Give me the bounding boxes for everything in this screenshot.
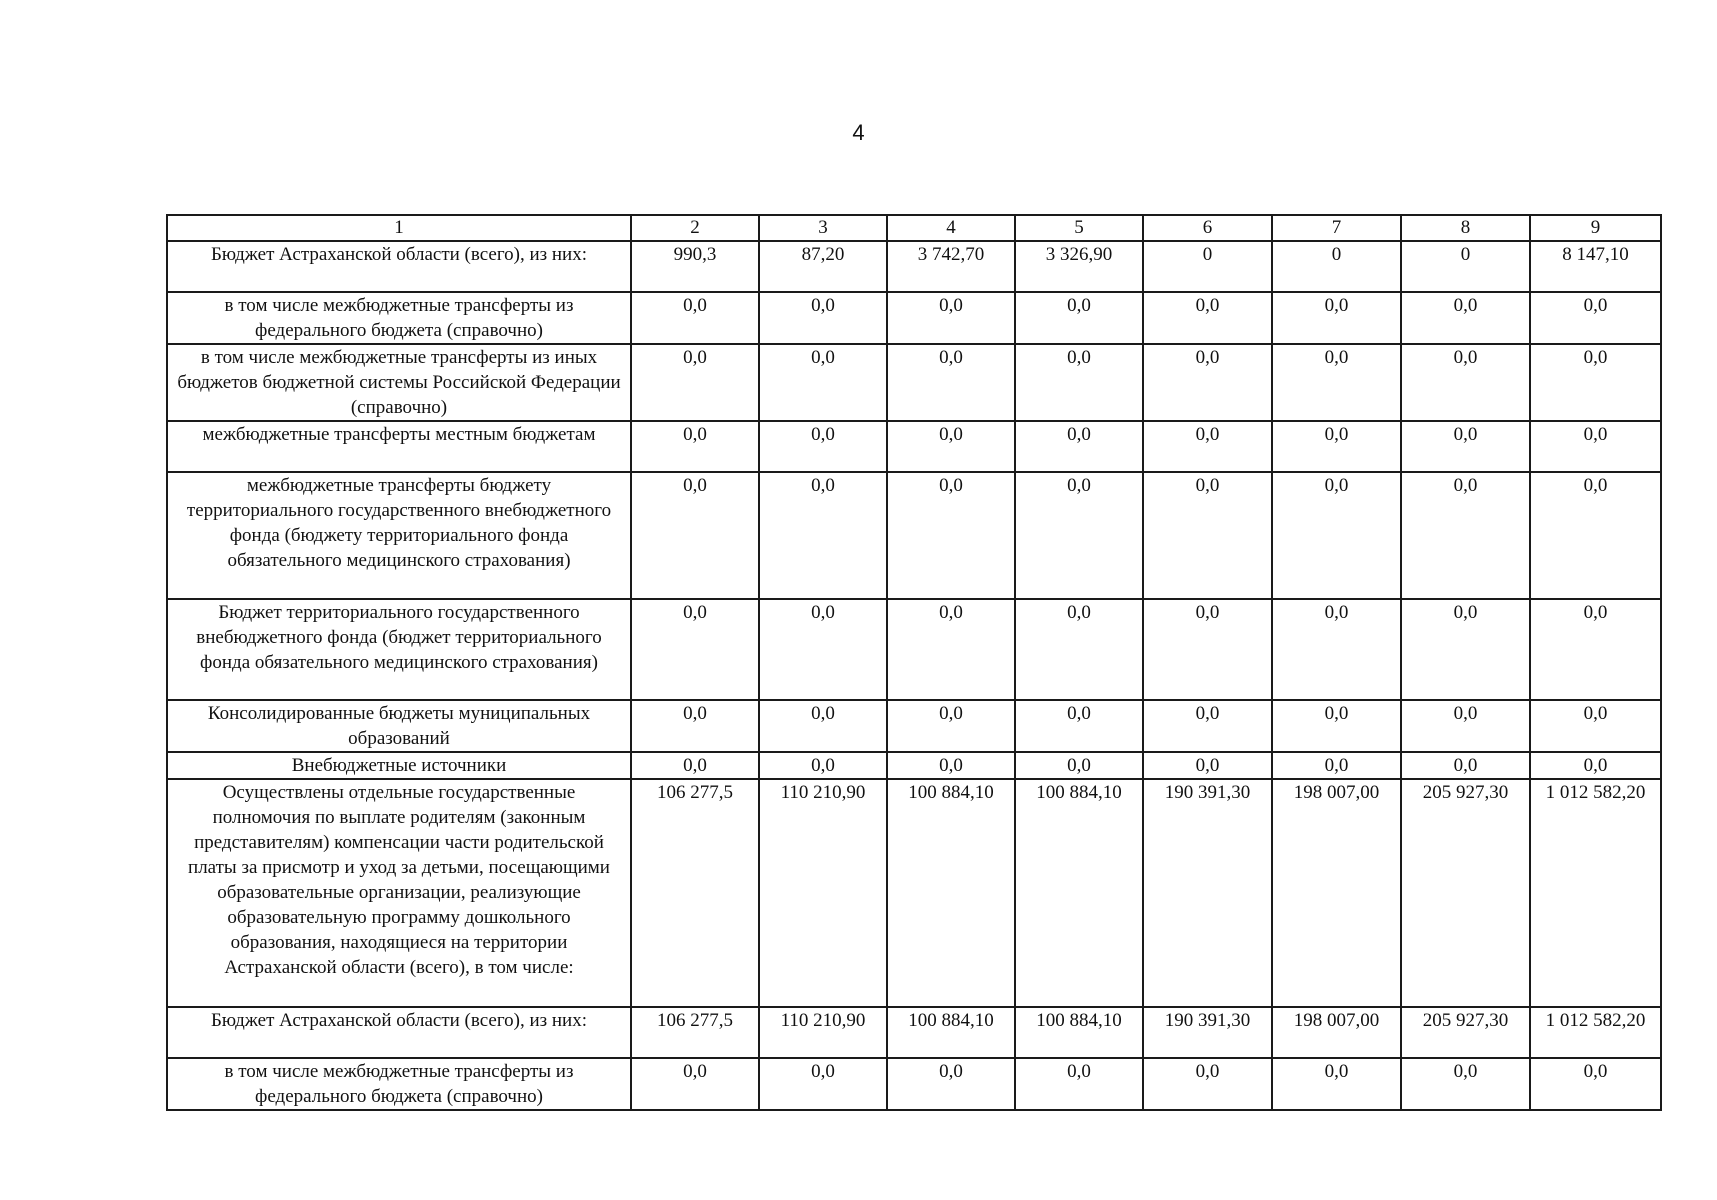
table-cell: 0,0: [1143, 599, 1272, 700]
table-cell: 0,0: [1401, 752, 1530, 779]
row-label: Бюджет территориального государственного внебюджетного фонда (бюджет территориального фонда обязательного медицинского страхования): [167, 599, 631, 700]
table-row: [167, 1058, 1661, 1110]
table-cell: 0,0: [631, 1058, 759, 1110]
table-cell: 0,0: [759, 752, 887, 779]
table-cell: 0,0: [1401, 421, 1530, 472]
table-cell: 0,0: [1015, 292, 1143, 344]
table-cell: 0,0: [887, 421, 1015, 472]
table-cell: 0,0: [1272, 292, 1401, 344]
table-cell: 87,20: [759, 241, 887, 292]
table-row: [167, 241, 1661, 292]
table-cell: 0,0: [759, 292, 887, 344]
table-row: [167, 421, 1661, 472]
table-cell: 0: [1401, 241, 1530, 292]
row-label: Внебюджетные источники: [167, 752, 631, 779]
table-cell: 0,0: [1015, 599, 1143, 700]
table-cell: 0,0: [887, 1058, 1015, 1110]
table-cell: 0,0: [887, 700, 1015, 752]
row-label: Осуществлены отдельные государственные полномочия по выплате родителям (законным представителям) компенсации части родительской платы за присмотр и уход за детьми, посещающими образовательные организации, реализующие образовательную программу дошкольного образования, находящиеся на территории Астраханской области (всего), в том числе:: [167, 779, 631, 1007]
table-cell: 0,0: [759, 1058, 887, 1110]
row-label: межбюджетные трансферты местным бюджетам: [167, 421, 631, 472]
row-label: Консолидированные бюджеты муниципальных образований: [167, 700, 631, 752]
column-number-row: [167, 215, 1661, 241]
table-cell: 3 326,90: [1015, 241, 1143, 292]
table-cell: 0,0: [1015, 472, 1143, 599]
table-cell: 0,0: [1530, 292, 1661, 344]
table-cell: 0,0: [887, 292, 1015, 344]
column-number: 1: [167, 215, 631, 241]
row-label: Бюджет Астраханской области (всего), из них:: [167, 1007, 631, 1058]
table-cell: 0,0: [759, 421, 887, 472]
table-cell: 3 742,70: [887, 241, 1015, 292]
table-cell: 0,0: [1272, 472, 1401, 599]
table-cell: 0,0: [887, 752, 1015, 779]
table-cell: 0,0: [887, 344, 1015, 421]
table-cell: 8 147,10: [1530, 241, 1661, 292]
table-cell: 0,0: [1272, 752, 1401, 779]
table-cell: 0,0: [759, 599, 887, 700]
column-number: 9: [1530, 215, 1661, 241]
table-cell: 100 884,10: [1015, 1007, 1143, 1058]
table-cell: 0,0: [631, 752, 759, 779]
table-cell: 0,0: [887, 599, 1015, 700]
table-cell: 110 210,90: [759, 1007, 887, 1058]
table-cell: 0: [1143, 241, 1272, 292]
table-cell: 0,0: [1015, 421, 1143, 472]
table-cell: 0,0: [1530, 421, 1661, 472]
table-cell: 0,0: [1530, 700, 1661, 752]
table-cell: 0,0: [631, 472, 759, 599]
row-label: межбюджетные трансферты бюджету территориального государственного внебюджетного фонда (бюджету территориального фонда обязательного медицинского страхования): [167, 472, 631, 599]
table-row: [167, 472, 1661, 599]
table-cell: 0,0: [1143, 752, 1272, 779]
table-cell: 0,0: [631, 344, 759, 421]
row-label: в том числе межбюджетные трансферты из иных бюджетов бюджетной системы Российской Федерации (справочно): [167, 344, 631, 421]
table-cell: 0,0: [631, 700, 759, 752]
table-cell: 0,0: [1401, 599, 1530, 700]
table-cell: 205 927,30: [1401, 779, 1530, 1007]
table-cell: 106 277,5: [631, 1007, 759, 1058]
table-cell: 990,3: [631, 241, 759, 292]
table-row: [167, 292, 1661, 344]
table-cell: 0,0: [1530, 344, 1661, 421]
table-cell: 190 391,30: [1143, 779, 1272, 1007]
table-cell: 0,0: [1530, 752, 1661, 779]
table-cell: 0,0: [631, 599, 759, 700]
table-cell: 0,0: [1143, 344, 1272, 421]
column-number: 2: [631, 215, 759, 241]
column-number: 5: [1015, 215, 1143, 241]
table-cell: 0,0: [1143, 1058, 1272, 1110]
column-number: 6: [1143, 215, 1272, 241]
table-cell: 0,0: [1530, 599, 1661, 700]
table-cell: 0,0: [759, 700, 887, 752]
table-cell: 0: [1272, 241, 1401, 292]
table-cell: 190 391,30: [1143, 1007, 1272, 1058]
table-cell: 0,0: [1015, 344, 1143, 421]
table-cell: 100 884,10: [887, 779, 1015, 1007]
table-cell: 0,0: [1272, 700, 1401, 752]
table-row: [167, 752, 1661, 779]
table-cell: 0,0: [1272, 1058, 1401, 1110]
table-cell: 0,0: [1272, 344, 1401, 421]
table-cell: 0,0: [1015, 1058, 1143, 1110]
table-row: [167, 779, 1661, 1007]
table-cell: 0,0: [1143, 292, 1272, 344]
table-cell: 0,0: [1272, 421, 1401, 472]
row-label: в том числе межбюджетные трансферты из федерального бюджета (справочно): [167, 1058, 631, 1110]
table-cell: 0,0: [1401, 344, 1530, 421]
table-cell: 0,0: [631, 292, 759, 344]
table-cell: 0,0: [1401, 292, 1530, 344]
table-cell: 0,0: [1143, 421, 1272, 472]
table-cell: 0,0: [1530, 472, 1661, 599]
column-number: 4: [887, 215, 1015, 241]
table-cell: 0,0: [887, 472, 1015, 599]
column-number: 3: [759, 215, 887, 241]
table-cell: 0,0: [1015, 752, 1143, 779]
table-cell: 1 012 582,20: [1530, 1007, 1661, 1058]
table-cell: 0,0: [1401, 1058, 1530, 1110]
column-number: 8: [1401, 215, 1530, 241]
table-cell: 100 884,10: [887, 1007, 1015, 1058]
row-label: Бюджет Астраханской области (всего), из них:: [167, 241, 631, 292]
column-number: 7: [1272, 215, 1401, 241]
table-cell: 205 927,30: [1401, 1007, 1530, 1058]
table-cell: 198 007,00: [1272, 1007, 1401, 1058]
table-cell: 106 277,5: [631, 779, 759, 1007]
table-cell: 0,0: [759, 344, 887, 421]
table-cell: 0,0: [1143, 472, 1272, 599]
table-row: [167, 700, 1661, 752]
table-cell: 110 210,90: [759, 779, 887, 1007]
budget-table: [166, 214, 1662, 1111]
table-cell: 0,0: [1530, 1058, 1661, 1110]
table-cell: 0,0: [1272, 599, 1401, 700]
table-cell: 0,0: [1015, 700, 1143, 752]
table-cell: 198 007,00: [1272, 779, 1401, 1007]
table-row: [167, 599, 1661, 700]
table-cell: 100 884,10: [1015, 779, 1143, 1007]
table-cell: 0,0: [1401, 472, 1530, 599]
table-row: [167, 1007, 1661, 1058]
table-cell: 0,0: [759, 472, 887, 599]
row-label: в том числе межбюджетные трансферты из федерального бюджета (справочно): [167, 292, 631, 344]
table-cell: 0,0: [631, 421, 759, 472]
table-cell: 1 012 582,20: [1530, 779, 1661, 1007]
table-cell: 0,0: [1143, 700, 1272, 752]
page-number: 4: [852, 120, 865, 145]
table-row: [167, 344, 1661, 421]
table-cell: 0,0: [1401, 700, 1530, 752]
